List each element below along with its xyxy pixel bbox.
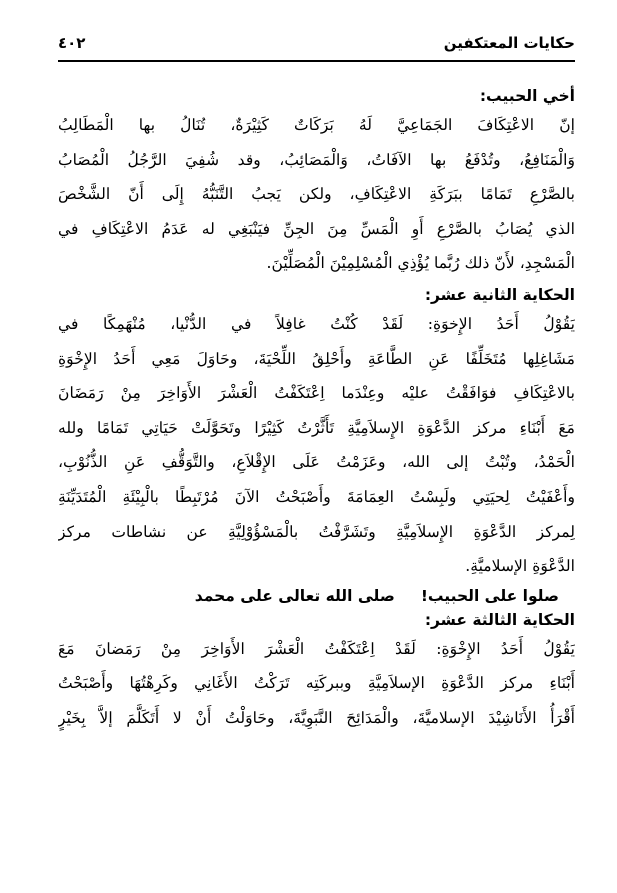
text-line: مَشَاغِلِها مُتَخَلِّفًا عَنِ الطَّاعَةِ وأَحْلِقُ اللِّحْيَةَ، وحَاوَلَ مَعِي أَحَدُ الإِخْوَةِ [58,349,575,368]
text-line: الْمَسْجِدِ، لأَنّ ذلك رُبَّما يُؤْذِي الْمُسْلِمِيْنَ الْمُصَلِّيْنَ. [266,254,575,273]
header-divider [58,60,575,62]
salawat-line [58,584,575,608]
text-line: وَالْمَنَافِعُ، وتُدْفَعُ بها الآفَاتُ، وَالْمَصَائِبُ، وقد شُفِيَ الرَّجُلُ الْمُصَابُ [58,150,575,169]
text-line: مَعَ أَبْنَاءِ مركز الدَّعْوَةِ الإِسلاَمِيَّةِ تَأَثَّرْتُ كَثِيْرًا وتَحَوَّلَتْ حَيَاتِي تَمَامًا ولله [58,418,575,437]
salawat-call: صلوا على الحبيب! [420,586,559,605]
text-line: الدَّعْوَةِ الإسلاميَّةِ. [465,557,575,576]
page-number: ٤٠٢ [58,34,86,52]
text-line: إنّ الاعْتِكَافَ الجَمَاعِيَّ لَهُ بَرَكَاتٌ كَثِيْرَةٌ، تُنَالُ بها الْمَطَالِبُ [58,116,575,134]
salawat-response: صلى الله تعالى على محمد [194,586,395,605]
story-13-paragraph [58,632,575,736]
text-line: أَقْرَأُ الأَنَاشِيْدَ الإسلاميَّةَ، والْمَدَائِحَ النَّبَوِيَّةَ، وحَاوَلْتُ أَنْ لا أَتَكَلَّمَ إلاَّ بِخَيْرٍ [58,708,575,727]
text-line: لِمركز الدَّعْوَةِ الإِسلاَمِيَّةِ وتَشَرَّفْتُ بالْمَسْؤُوْلِيَّةِ عن نشاطات مركز [58,522,575,541]
page-header [58,28,575,58]
text-line: بالصَّرْعِ تَمَامًا ببَرَكَةِ الاعْتِكَافِ، ولكن يَجبُ التَّنَبُّهُ إِلَى أَنّ الشَّخْصَ [58,185,575,204]
text-line: بالاعْتِكَافِ فوَافَقْتُ عليْه وعِنْدَما اِعْتَكَفْتُ الْعَشْرَ الأَوَاخِرَ مِنْ رَمَضَانَ [58,384,575,403]
running-title: حكايات المعتكفين [443,34,575,52]
text-line: يَقُوْلُ أَحَدُ الإِخوَةِ: لَقَدْ كُنْتُ غافِلاً في الدُّنْيا، مُنْهَمِكًا في [58,314,575,333]
page-body [58,84,575,736]
story-12-paragraph [58,307,575,584]
text-line: أَبْنَاءِ مركز الدَّعْوَةِ الإسلاَمِيَّةِ وببركَتِه تَرَكْتُ الأَغَانِي وكَرِهْتُهَا وأَصْبَحْتُ [58,674,575,693]
intro-paragraph [58,108,575,281]
text-line: الْحَمْدُ، وتُبْتُ إلى الله، وعَزَمْتُ عَلَى الإِقْلاَعِ، والتَّوَقُّفِ عَنِ الذُّنُوْبِ، [58,453,575,472]
text-line: الذي يُصَابُ بالصَّرْعِ أَوِ الْمَسِّ مِنَ الجِنِّ فيَنْبَغِي له عَدَمُ الاعْتِكَافِ في [58,219,575,238]
story-13-heading: الحكاية الثالثة عشر: [424,610,575,629]
story-12-heading: الحكاية الثانية عشر: [424,285,575,304]
text-line: يَقُوْلُ أَحَدُ الإِخْوَةِ: لَقَدْ اِعْتَكَفْتُ الْعَشْرَ الأَوَاخِرَ مِنْ رَمَضانَ مَعَ [58,639,575,658]
text-line: وأَعْفَيْتُ لِحيَتِي ولَبِسْتُ العِمَامَةَ وأَصْبَحْتُ الآنَ مُرْتَبِطًا بالْبِيْئَةِ الْمُتَدَيِّنَةِ [58,487,575,506]
intro-heading: أخي الحبيب: [479,87,575,105]
